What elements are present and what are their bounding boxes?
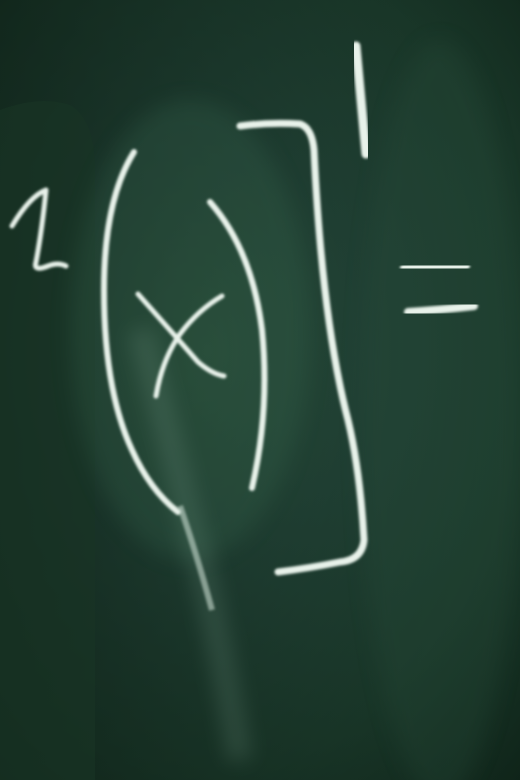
dark-board-edge bbox=[0, 101, 95, 780]
equals-sign-top bbox=[404, 266, 466, 268]
right-glow bbox=[360, 40, 520, 780]
